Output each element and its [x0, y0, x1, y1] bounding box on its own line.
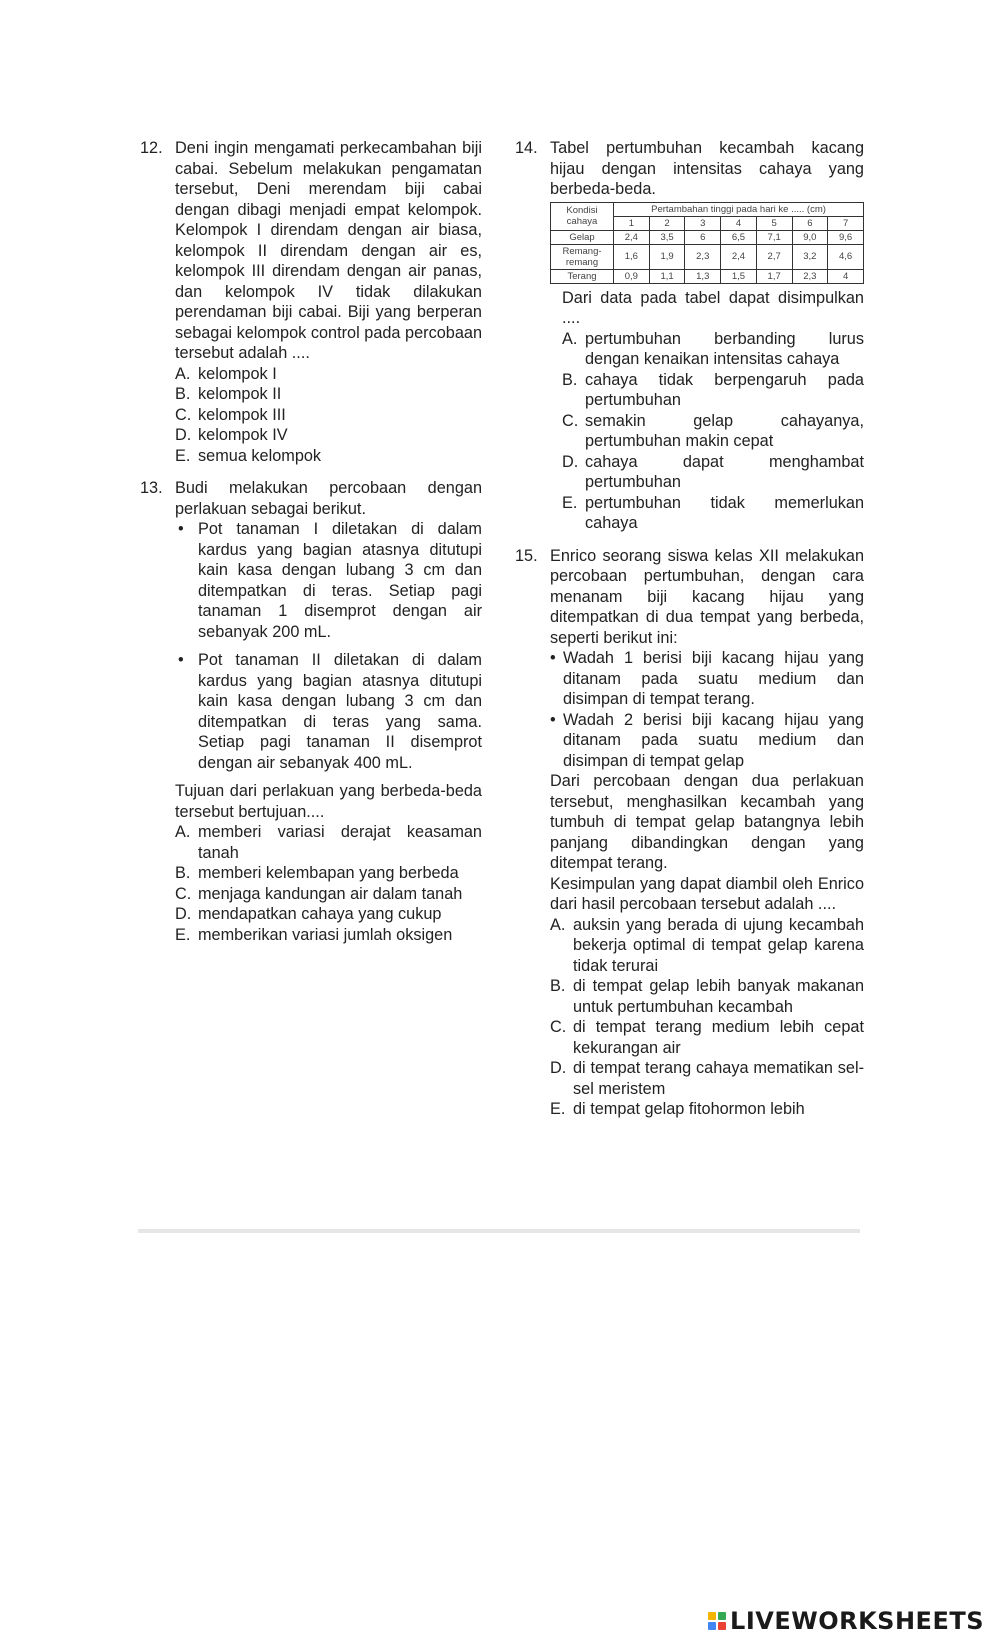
option-a[interactable]: [175, 364, 482, 385]
option-text: cahaya tidak berpengaruh pada pertumbuhan: [585, 370, 864, 409]
option-c[interactable]: [562, 411, 864, 452]
table-cell: 1,9: [649, 244, 685, 269]
options-list: [550, 915, 864, 1120]
bullet-dot-icon: •: [550, 710, 556, 729]
table-cell: 1,6: [614, 244, 650, 269]
table-cell: 1,7: [756, 269, 792, 283]
question-15: [515, 546, 864, 1120]
bullet-dot-icon: •: [550, 649, 556, 667]
bullet-dot-icon: •: [178, 520, 184, 538]
question-text: Tabel pertumbuhan kecambah kacang hijau dengan intensitas cahaya yang berbeda-beda.: [550, 139, 864, 198]
option-b[interactable]: [562, 370, 864, 411]
option-c[interactable]: [550, 1017, 864, 1058]
option-c[interactable]: [175, 884, 482, 905]
logo-square-icon: [708, 1612, 716, 1620]
logo-square-icon: [718, 1622, 726, 1630]
question-intro: Enrico seorang siswa kelas XII melakukan percobaan pertumbuhan, dengan cara menanam biji kacang hijau yang ditempatkan di dua tempat yang berbeda, seperti berikut ini:: [550, 546, 864, 647]
liveworksheets-icon: [708, 1612, 726, 1630]
option-text: di tempat gelap fitohormon lebih: [573, 1100, 805, 1118]
row-label: Terang: [551, 269, 614, 283]
bullet-text: Wadah 1 berisi biji kacang hijau yang ditanam pada suatu medium dan disimpan di tempat terang.: [563, 649, 864, 708]
options-list: [175, 822, 482, 945]
option-e[interactable]: [175, 925, 482, 946]
question-14: [515, 138, 864, 534]
option-d[interactable]: [550, 1058, 864, 1099]
logo-square-icon: [718, 1612, 726, 1620]
option-letter: D.: [550, 1059, 567, 1077]
options-list: [550, 329, 864, 534]
table-cell: 2,4: [721, 244, 757, 269]
result-text: Dari percobaan dengan dua perlakuan tersebut, menghasilkan kecambah yang tumbuh di tempat gelap batangnya lebih panjang dibandingkan dengan yang ditempat terang.: [550, 772, 864, 872]
option-text: mendapatkan cahaya yang cukup: [198, 905, 442, 923]
option-text: memberi kelembapan yang berbeda: [198, 864, 459, 882]
day-cell: 5: [756, 216, 792, 230]
table-cell: 2,3: [685, 244, 721, 269]
option-letter: C.: [175, 405, 192, 424]
option-letter: A.: [175, 823, 191, 841]
question-text: Tujuan dari perlakuan yang berbeda-beda tersebut bertujuan....: [175, 782, 482, 821]
question-text: Kesimpulan yang dapat diambil oleh Enrico dari hasil percobaan tersebut adalah ....: [550, 874, 864, 913]
bullet-text: Pot tanaman II diletakan di dalam kardus yang bagian atasnya ditutupi kain kasa dengan lubang 3 cm dan ditempatkan di teras yang sama. Setiap pagi tanaman II disemprot dengan air sebanyak 400 mL.: [198, 651, 482, 772]
option-text: semua kelompok: [198, 446, 322, 465]
option-letter: A.: [562, 329, 578, 348]
brand-name: LIVEWORKSHEETS: [730, 1607, 984, 1635]
bullet-item: [550, 648, 864, 710]
table-header-growth: Pertambahan tinggi pada hari ke ..... (cm): [614, 202, 864, 216]
day-cell: 7: [828, 216, 864, 230]
table-cell: 3,5: [649, 230, 685, 244]
question-intro: Budi melakukan percobaan dengan perlakuan sebagai berikut.: [175, 479, 482, 518]
option-letter: E.: [550, 1100, 566, 1118]
bullet-item: [550, 710, 864, 772]
day-cell: 4: [721, 216, 757, 230]
bullet-text: Wadah 2 berisi biji kacang hijau yang ditanam pada suatu medium dan disimpan di tempat gelap: [563, 710, 864, 770]
option-a[interactable]: [562, 329, 864, 370]
option-text: pertumbuhan berbanding lurus dengan kenaikan intensitas cahaya: [585, 329, 864, 368]
option-a[interactable]: [175, 822, 482, 863]
option-letter: C.: [175, 884, 192, 903]
row-label: Remang-remang: [551, 244, 614, 269]
option-letter: E.: [562, 493, 578, 512]
option-text: pertumbuhan tidak memerlukan cahaya: [585, 493, 864, 532]
table-header-row: [551, 202, 864, 216]
question-number: 12.: [140, 139, 163, 157]
option-letter: D.: [175, 426, 192, 444]
table-cell: 7,1: [756, 230, 792, 244]
bullet-item: [175, 519, 482, 642]
option-b[interactable]: [175, 384, 482, 405]
table-cell: 1,5: [721, 269, 757, 283]
bullet-text: Pot tanaman I diletakan di dalam kardus yang bagian atasnya ditutupi kain kasa dengan lubang 3 cm dan ditempatkan di teras. Setiap pagi tanaman 1 disemprot dengan air sebanyak 200 mL.: [198, 520, 482, 641]
day-cell: 6: [792, 216, 828, 230]
option-text: semakin gelap cahayanya, pertumbuhan makin cepat: [585, 411, 864, 450]
option-d[interactable]: [562, 452, 864, 493]
option-text: cahaya dapat menghambat pertumbuhan: [585, 452, 864, 491]
option-letter: C.: [550, 1018, 567, 1036]
option-d[interactable]: [175, 425, 482, 446]
table-cell: 1,3: [685, 269, 721, 283]
option-text: di tempat gelap lebih banyak makanan untuk pertumbuhan kecambah: [573, 977, 864, 1016]
liveworksheets-logo[interactable]: [708, 1607, 984, 1635]
table-cell: 6: [685, 230, 721, 244]
row-label: Gelap: [551, 230, 614, 244]
option-e[interactable]: [175, 446, 482, 467]
option-text: kelompok I: [198, 364, 277, 383]
option-letter: E.: [175, 925, 191, 944]
option-text: kelompok IV: [198, 426, 288, 444]
table-row: [551, 244, 864, 269]
option-a[interactable]: [550, 915, 864, 977]
option-letter: A.: [550, 915, 566, 934]
option-text: memberi variasi derajat keasaman tanah: [198, 823, 482, 862]
page-bottom-divider: [138, 1229, 860, 1233]
option-e[interactable]: [562, 493, 864, 534]
option-text: kelompok II: [198, 385, 282, 403]
bullet-list: [550, 648, 864, 771]
worksheet-page: [140, 138, 864, 1230]
option-letter: E.: [175, 446, 191, 465]
option-text: memberikan variasi jumlah oksigen: [198, 925, 453, 944]
option-b[interactable]: [550, 976, 864, 1017]
option-letter: C.: [562, 411, 579, 430]
option-c[interactable]: [175, 405, 482, 426]
question-number: 13.: [140, 479, 163, 497]
table-cell: 4: [828, 269, 864, 283]
question-12: [140, 138, 482, 466]
question-text: Deni ingin mengamati perkecambahan biji cabai. Sebelum melakukan pengamatan tersebut, Deni merendam biji cabai dengan dibagi menjadi empat kelompok. Kelompok I direndam dengan air biasa, kelompok II direndam dengan air es, kelompok III direndam dengan air panas, dan kelompok IV tidak dilakukan perendaman biji cabai. Biji yang berperan sebagai kelompok control pada percobaan tersebut adalah ....: [175, 139, 482, 362]
left-column: [140, 138, 482, 957]
table-cell: 2,3: [792, 269, 828, 283]
options-list: [175, 364, 482, 467]
table-cell: 4,6: [828, 244, 864, 269]
option-letter: B.: [175, 385, 191, 403]
option-letter: D.: [175, 905, 192, 923]
logo-square-icon: [708, 1622, 716, 1630]
question-13: [140, 478, 482, 945]
bullet-dot-icon: •: [178, 651, 184, 669]
option-text: kelompok III: [198, 405, 286, 424]
option-letter: D.: [562, 452, 579, 471]
day-cell: 3: [685, 216, 721, 230]
option-letter: B.: [175, 864, 191, 882]
option-text: menjaga kandungan air dalam tanah: [198, 884, 463, 903]
table-cell: 6,5: [721, 230, 757, 244]
option-letter: B.: [562, 370, 578, 389]
table-cell: 2,4: [614, 230, 650, 244]
table-cell: 9,6: [828, 230, 864, 244]
table-cell: 0,9: [614, 269, 650, 283]
table-cell: 2,7: [756, 244, 792, 269]
option-text: auksin yang berada di ujung kecambah bekerja optimal di tempat gelap karena tidak terurai: [573, 915, 864, 975]
growth-table: [550, 202, 864, 284]
question-number: 14.: [515, 139, 538, 157]
table-row: [551, 230, 864, 244]
option-b[interactable]: [175, 863, 482, 884]
bullet-list: [175, 519, 482, 773]
option-d[interactable]: [175, 904, 482, 925]
question-number: 15.: [515, 546, 538, 565]
table-cell: 3,2: [792, 244, 828, 269]
option-e[interactable]: [550, 1099, 864, 1120]
option-letter: A.: [175, 364, 191, 383]
table-header-condition: Kondisi cahaya: [551, 202, 614, 230]
table-cell: 9,0: [792, 230, 828, 244]
day-cell: 1: [614, 216, 650, 230]
right-column: [515, 138, 864, 1132]
option-text: di tempat terang cahaya mematikan sel-sel meristem: [573, 1059, 864, 1098]
day-cell: 2: [649, 216, 685, 230]
bullet-item: [175, 650, 482, 773]
conclusion-text: Dari data pada tabel dapat disimpulkan ....: [562, 288, 864, 327]
table-cell: 1,1: [649, 269, 685, 283]
option-letter: B.: [550, 977, 566, 995]
table-row: [551, 269, 864, 283]
option-text: di tempat terang medium lebih cepat kekurangan air: [573, 1018, 864, 1057]
